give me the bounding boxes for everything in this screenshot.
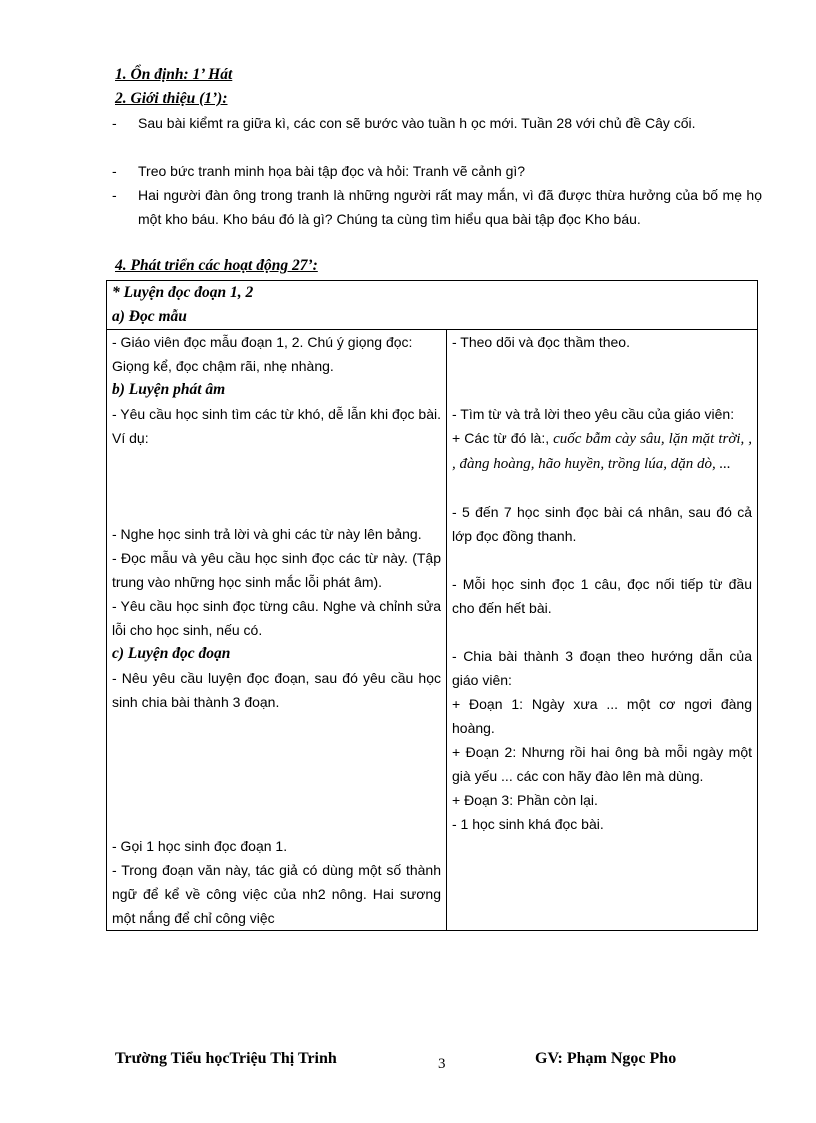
section-doc-mau: a) Đọc mẫu [112,308,187,325]
student-activity: - Tìm từ và trả lời theo yêu cầu của giáo viên: [452,406,735,422]
intro-item-2: - Treo bức tranh minh họa bài tập đọc và hỏi: Tranh vẽ cảnh gì? [112,159,762,183]
bullet-dash: - [112,115,117,131]
teacher-activity: - Trong đoạn văn này, tác giả có dùng một số thành ngữ để kể về công việc của nh2 nông. Hai sương một nắng để chỉ công việc [112,862,441,926]
teacher-activity: - Yêu cầu học sinh tìm các từ khó, dễ lẫn khi đọc bài. Ví dụ: [112,406,441,446]
intro-item-3: - Hai người đàn ông trong tranh là những người rất may mắn, vì đã được thừa hưởng của bố mẹ họ một kho báu. Kho báu đó là gì? Chúng ta cùng tìm hiểu qua bài tập đọc Kho báu. [112,183,762,231]
section-title: * Luyện đọc đoạn 1, 2 [112,284,254,301]
teacher-activity: - Nghe học sinh trả lời và ghi các từ này lên bảng. [112,526,422,542]
student-activity: - Chia bài thành 3 đoạn theo hướng dẫn của giáo viên: [452,648,752,688]
student-activity: - 5 đến 7 học sinh đọc bài cá nhân, sau đó cả lớp đọc đồng thanh. [452,504,752,544]
student-activity: - Theo dõi và đọc thầm theo. [452,334,630,350]
heading-on-dinh: 1. Ổn định: 1’ Hát [115,66,233,83]
student-activity: - Mỗi học sinh đọc 1 câu, đọc nối tiếp từ đầu cho đến hết bài. [452,576,752,616]
teacher-activity: - Gọi 1 học sinh đọc đoạn 1. [112,838,288,854]
table-row [107,330,758,931]
teacher-activity: Giọng kể, đọc chậm rãi, nhẹ nhàng. [112,358,334,374]
teacher-activity: - Nêu yêu cầu luyện đọc đoạn, sau đó yêu cầu học sinh chia bài thành 3 đoạn. [112,670,441,710]
lesson-table [106,280,758,931]
footer-teacher: GV: Phạm Ngọc Pho [535,1050,677,1067]
student-activity: - 1 học sinh khá đọc bài. [452,816,604,832]
teacher-activity: - Giáo viên đọc mẫu đoạn 1, 2. Chú ý giọng đọc: [112,334,413,350]
student-activity: + Các từ đó là:, cuốc bẫm cày sâu, lặn mặt trời, , , đàng hoàng, hão huyền, trồng lúa, dặn dò, ... [452,430,752,472]
student-activity: + Đoạn 3: Phần còn lại. [452,792,598,808]
bullet-dash: - [112,163,117,179]
footer-school: Trường Tiểu họcTriệu Thị Trinh [115,1050,337,1067]
bullet-dash: - [112,187,117,203]
student-activity: + Đoạn 1: Ngày xưa ... một cơ ngơi đàng hoàng. [452,696,752,736]
section-phat-am: b) Luyện phát âm [112,381,226,398]
intro-item-1: - Sau bài kiểmt ra giữa kì, các con sẽ bước vào tuần h ọc mới. Tuần 28 với chủ đề Cây cối. [112,111,762,135]
student-activity: + Đoạn 2: Nhưng rồi hai ông bà mỗi ngày một già yếu ... các con hãy đào lên mà dùng. [452,744,752,784]
table-row [107,281,758,330]
heading-phat-trien: 4. Phát triển các hoạt động 27’: [115,257,318,274]
teacher-activity: - Đọc mẫu và yêu cầu học sinh đọc các từ này. (Tập trung vào những học sinh mắc lỗi phát âm). [112,550,441,590]
teacher-activity: - Yêu cầu học sinh đọc từng câu. Nghe và chỉnh sửa lỗi cho học sinh, nếu có. [112,598,441,638]
page-number: 3 [438,1056,446,1072]
heading-gioi-thieu: 2. Giới thiệu (1’): [115,90,228,107]
section-doc-doan: c) Luyện đọc đoạn [112,645,231,662]
